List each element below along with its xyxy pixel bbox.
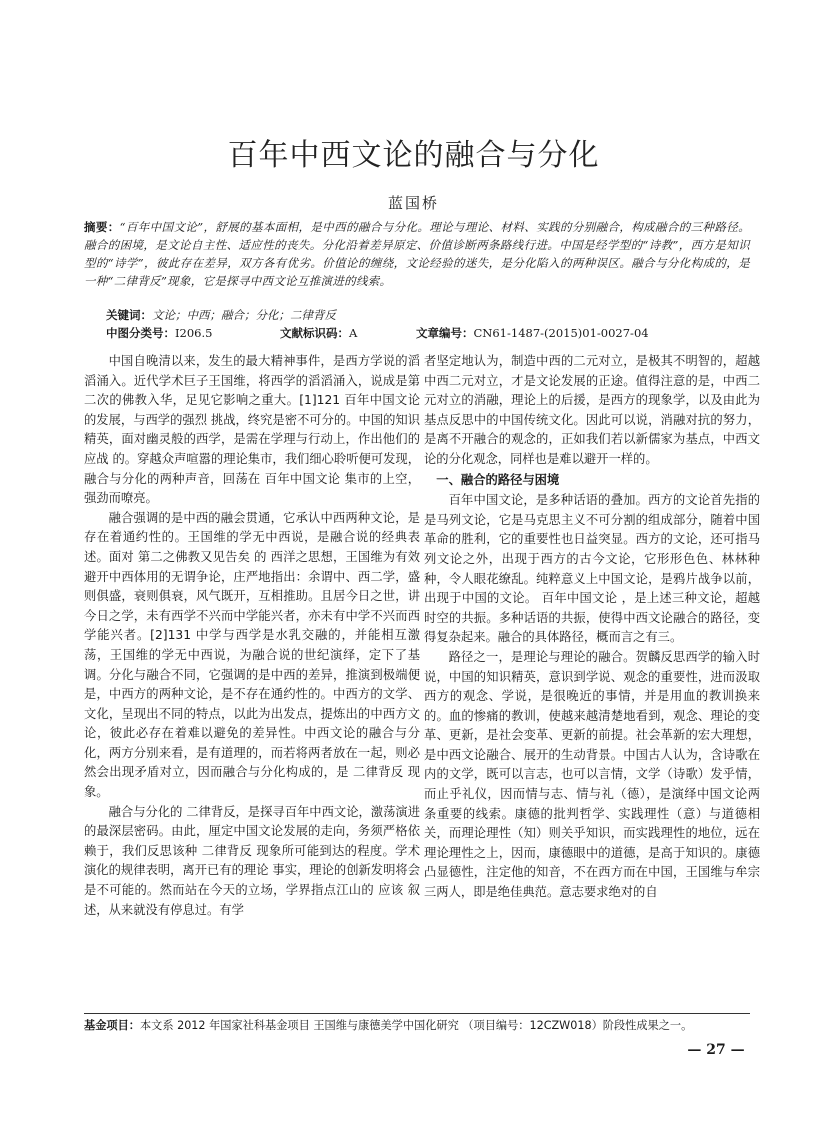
body-right-column — [424, 352, 760, 903]
abstract — [84, 218, 750, 290]
article-number-label: 文章编号： — [416, 326, 474, 340]
classification-line — [106, 324, 750, 342]
body-paragraph: 百年中国文论，是多种话语的叠加。西方的文论首先指的是马列文论，它是马克思主义不可分割的组成部分，随着中国革命的胜利，它的重要性也日益突显。西方的文论，还可指马列文论之外，出现于西方的古今文论，它形形色色、林林种种，令人眼花缭乱。纯粹意义上中国文论，是鸦片战争以前，出现于中国的文论。 百年中国文论 ，是上述三种文论，超越时空的共振。多种话语的共振，使得中西文论融合的路径，变得复杂起来。融合的具体路径，概而言之有三。 — [424, 493, 760, 645]
body-left-column — [84, 352, 420, 920]
doc-value: A — [349, 326, 358, 340]
footnote-text: 本文系 2012 年国家社科基金项目 王国维与康德美学中国化研究 （项目编号：12CZW018）阶段性成果之一。 — [139, 1019, 693, 1032]
abstract-label: 摘要： — [84, 220, 120, 234]
article-number-value: CN61-1487-(2015)01-0027-04 — [473, 326, 649, 340]
clc-label: 中图分类号： — [106, 326, 175, 340]
keywords-text: 文论；中西；融合；分化；二律背反 — [152, 308, 336, 322]
footnote-divider — [84, 1013, 750, 1014]
article-number — [416, 324, 649, 342]
abstract-text: “百年中国文论”，舒展的基本面相，是中西的融合与分化。理论与理论、材料、实践的分别融合，构成融合的三种路径。融合的困境，是文论自主性、适应性的丧失。分化沿着差异原定、价值诊断两条路线行进。中国是经学型的“诗教”，西方是知识型的“诗学”，彼此存在差异，双方各有优劣。价值论的缠绕，文论经验的迷失，是分化陷入的两种误区。融合与分化构成的，是一种“二律背反”现象，它是探寻中西文论互推演进的线索。 — [84, 220, 750, 288]
clc-value: I206.5 — [175, 326, 213, 340]
body-paragraph: 者坚定地认为，制造中西的二元对立，是极其不明智的，超越中西二元对立，才是文论发展的正途。值得注意的是，中西二元对立的消融，理论上的后援，是西方的现象学，以及由此为基点反思中的中国传统文化。因此可以说，消融对抗的努力，是离不开融合的观念的，正如我们若以新儒家为基点，中西文论的分化观念，同样也是难以避开一样的。 — [424, 354, 760, 466]
keywords — [106, 306, 750, 324]
article-title: 百年中西文论的融合与分化 — [227, 138, 600, 173]
body-paragraph: 中国自晚清以来，发生的最大精神事件，是西方学说的滔滔涌入。近代学术巨子王国维，将西学的滔滔涌入，说成是第二次的佛教入华，足见它影响之重大。[1]121 百年中国文论 的发展，与西学的强烈 挑战，终究是密不可分的。中国的知识精英，面对幽灵般的西学，是需在学理与行动上，作出他们的 应战 的。穿越众声喧嚣的理论集市，我们细心聆听便可发现，融合与分化的两种声音，回荡在 百年中国文论 集市的上空，强劲而嘹亮。 — [84, 354, 420, 506]
footnote-label: 基金项目： — [84, 1019, 140, 1032]
body-paragraph: 融合强调的是中西的融会贯通，它承认中西两种文论，是存在着通约性的。王国维的学无中西说，是融合说的经典表述。面对 第二之佛教又见告矣 的 西洋之思想，王国维为有效避开中西体用的无谓争论，庄严地指出：余谓中、西二学，盛则俱盛，衰则俱衰，风气既开，互相推助。且居今日之世，讲今日之学，未有西学不兴而中学能兴者，亦未有中学不兴而西学能兴者。[2]131 中学与西学是水乳交融的，并能相互激荡，王国维的学无中西说，为融合说的世纪演绎，定下了基调。分化与融合不同，它强调的是中西的差异，推演到极端便是，中西方的两种文论，是不存在通约性的。中西方的文学、文化，呈现出不同的特点，以此为出发点，提炼出的中西方文论，彼此必存在着难以避免的差异性。中西文论的融合与分化，两方分别来看，是有道理的，而若将两者放在一起，则必然会出现矛盾对立，因而融合与分化构成的，是 二律背反 现象。 — [84, 510, 420, 800]
body-paragraph: 路径之一，是理论与理论的融合。贺麟反思西学的输入时说，中国的知识精英，意识到学说、观念的重要性，进而汲取西方的观念、学说，是很晚近的事情，并是用血的教训换来的。血的惨痛的教训，使越来越清楚地看到，观念、理论的变革、更新，是社会变革、更新的前提。社会革新的宏大理想，是中西文论融合、展开的生动背景。中国古人认为，含诗歌在内的文学，既可以言志，也可以言情，文学（诗歌）发乎情，而止乎礼仪，因而情与志、情与礼（德），是演绎中国文论两条重要的线索。康德的批判哲学、实践理性（意）与道德相关，而理论理性（知）则关乎知识，而实践理性的地位，远在理论理性之上，因而，康德眼中的道德，是高于知识的。康德凸显德性，注定他的知音，不在西方而在中国，王国维与牟宗三两人，即是绝佳典范。意志要求绝对的自 — [424, 649, 760, 900]
keywords-label: 关键词： — [106, 308, 152, 322]
page-number: — 27 — — [687, 1042, 745, 1058]
doc-code — [280, 324, 357, 342]
doc-label: 文献标识码： — [280, 326, 349, 340]
section-heading: 一、融合的路径与困境 — [436, 472, 560, 487]
body-paragraph: 融合与分化的 二律背反，是探寻百年中西文论，激荡演进的最深层密码。由此，厘定中国文论发展的走向，务须严格依赖于，我们反思该种 二律背反 现象所可能到达的程度。学术演化的规律表明，离开已有的理论 事实，理论的创新发明将会是不可能的。然而站在今天的立场，学界指点江山的 应该 叙述，从来就没有停息过。有学 — [84, 804, 420, 917]
clc-code — [106, 324, 212, 342]
funding-footnote — [84, 1018, 764, 1034]
author-name: 蓝国桥 — [387, 194, 439, 212]
